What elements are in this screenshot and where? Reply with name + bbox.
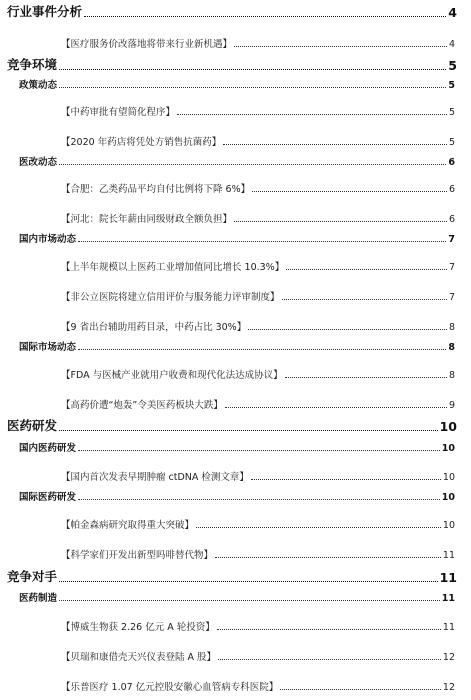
leader-dots	[78, 499, 440, 500]
toc-entry[interactable]	[61, 547, 455, 561]
toc-entry[interactable]	[61, 289, 455, 303]
toc-entry[interactable]	[19, 489, 455, 503]
toc-entry[interactable]	[61, 619, 455, 633]
toc-entry[interactable]	[7, 567, 457, 585]
toc-entry[interactable]	[19, 154, 455, 168]
toc-entry-page: 6	[448, 214, 455, 225]
toc-entry-title: 【博威生物获 2.26 亿元 A 轮投资】	[61, 622, 215, 633]
leader-dots	[177, 114, 447, 115]
toc-entry[interactable]	[19, 440, 455, 454]
toc-entry-page: 8	[448, 322, 455, 333]
toc-entry-title: 国际医药研发	[19, 492, 77, 503]
toc-entry-title: 国内市场动态	[19, 234, 77, 245]
toc-entry[interactable]	[61, 469, 455, 483]
leader-dots	[234, 46, 447, 47]
leader-dots	[78, 241, 446, 242]
toc-entry-title: 国内医药研发	[19, 443, 77, 454]
leader-dots	[282, 299, 447, 300]
toc-entry[interactable]	[61, 36, 455, 50]
toc-entry-title: 【9 省出台辅助用药目录，中药占比 30%】	[61, 322, 247, 333]
toc-entry-page: 8	[448, 342, 455, 353]
toc-entry-title: 政策动态	[19, 80, 58, 91]
leader-dots	[218, 659, 441, 660]
toc-entry-title: 【科学家们开发出新型吗啡替代物】	[61, 550, 214, 561]
leader-dots	[78, 349, 446, 350]
toc-entry[interactable]	[61, 367, 455, 381]
toc-entry[interactable]	[7, 2, 457, 20]
toc-entry-title: 【医疗服务价改落地将带来行业新机遇】	[61, 39, 233, 50]
toc-entry-title: 【乐普医疗 1.07 亿元控股安徽心血管病专科医院】	[61, 682, 279, 693]
leader-dots	[84, 16, 446, 17]
toc-entry[interactable]	[19, 77, 455, 91]
toc-entry-title: 【国内首次发表早期肿瘤 ctDNA 检测文章】	[61, 472, 249, 483]
toc-entry-page: 7	[448, 262, 455, 273]
toc-entry[interactable]	[61, 319, 455, 333]
toc-entry[interactable]	[19, 339, 455, 353]
toc-entry-page: 5	[448, 58, 457, 73]
toc-entry-title: 竞争环境	[7, 57, 58, 72]
toc-entry-title: 【中药审批有望简化程序】	[61, 107, 176, 118]
leader-dots	[280, 689, 441, 690]
toc-entry[interactable]	[61, 134, 455, 148]
toc-entry-title: 【非公立医院将建立信用评价与服务能力评审制度】	[61, 292, 280, 303]
toc-entry-title: 【河北：院长年薪由同级财政全额负担】	[61, 214, 233, 225]
toc-entry-page: 12	[442, 682, 455, 693]
toc-entry-page: 10	[441, 492, 455, 503]
toc-entry[interactable]	[19, 231, 455, 245]
leader-dots	[223, 144, 447, 145]
toc-entry-title: 【贝瑞和康借壳天兴仪表登陆 A 股】	[61, 652, 217, 663]
toc-entry-title: 国际市场动态	[19, 342, 77, 353]
toc-entry[interactable]	[61, 679, 455, 693]
toc-entry-page: 10	[441, 443, 455, 454]
leader-dots	[285, 377, 447, 378]
toc-entry-title: 竞争对手	[7, 569, 58, 584]
toc-entry-page: 5	[448, 137, 455, 148]
toc-entry-page: 5	[448, 80, 455, 91]
leader-dots	[251, 479, 441, 480]
toc-entry-title: 医药制造	[19, 593, 58, 604]
toc-entry-page: 4	[448, 5, 457, 20]
toc-entry[interactable]	[19, 590, 455, 604]
toc-entry-page: 8	[448, 370, 455, 381]
toc-entry-title: 行业事件分析	[7, 4, 83, 19]
toc-entry-page: 11	[439, 570, 457, 585]
toc-entry-title: 【帕金森病研究取得重大突破】	[61, 520, 195, 531]
leader-dots	[217, 629, 441, 630]
toc-entry[interactable]	[7, 416, 457, 434]
toc-entry-title: 【FDA 与医械产业就用户收费和现代化法达成协议】	[61, 370, 283, 381]
toc-entry-page: 10	[442, 520, 455, 531]
toc-entry[interactable]	[61, 104, 455, 118]
toc-entry[interactable]	[61, 517, 455, 531]
leader-dots	[286, 269, 447, 270]
toc-entry-page: 4	[448, 39, 455, 50]
toc-entry-title: 【高药价遭“炮轰”令美医药板块大跌】	[61, 400, 223, 411]
leader-dots	[252, 191, 447, 192]
leader-dots	[196, 527, 441, 528]
toc-entry[interactable]	[61, 649, 455, 663]
leader-dots	[248, 329, 447, 330]
leader-dots	[59, 69, 446, 70]
toc-entry-title: 【上半年规模以上医药工业增加值同比增长 10.3%】	[61, 262, 285, 273]
toc-entry-page: 9	[448, 400, 455, 411]
toc-entry-page: 11	[442, 622, 455, 633]
leader-dots	[215, 557, 441, 558]
toc-entry-page: 7	[448, 234, 455, 245]
toc-entry-page: 11	[442, 550, 455, 561]
leader-dots	[78, 450, 440, 451]
leader-dots	[59, 581, 438, 582]
toc-entry[interactable]	[61, 181, 455, 195]
toc-entry[interactable]	[7, 55, 457, 73]
toc-entry-page: 6	[448, 184, 455, 195]
toc-entry-title: 【2020 年药店将凭处方销售抗菌药】	[61, 137, 222, 148]
leader-dots	[59, 164, 446, 165]
toc-entry-page: 5	[448, 107, 455, 118]
toc-entry[interactable]	[61, 259, 455, 273]
toc-entry-page: 10	[439, 419, 457, 434]
leader-dots	[225, 407, 447, 408]
leader-dots	[59, 430, 438, 431]
toc-entry-page: 6	[448, 157, 455, 168]
toc-entry-page: 12	[442, 652, 455, 663]
toc-entry-page: 11	[441, 593, 455, 604]
toc-entry-title: 【合肥：乙类药品平均自付比例将下降 6%】	[61, 184, 251, 195]
leader-dots	[59, 87, 446, 88]
toc-entry[interactable]	[61, 211, 455, 225]
toc-entry-title: 医药研发	[7, 418, 58, 433]
toc-entry-page: 10	[442, 472, 455, 483]
toc-entry[interactable]	[61, 397, 455, 411]
toc-entry-page: 7	[448, 292, 455, 303]
toc-entry-title: 医改动态	[19, 157, 58, 168]
leader-dots	[234, 221, 447, 222]
leader-dots	[59, 600, 440, 601]
